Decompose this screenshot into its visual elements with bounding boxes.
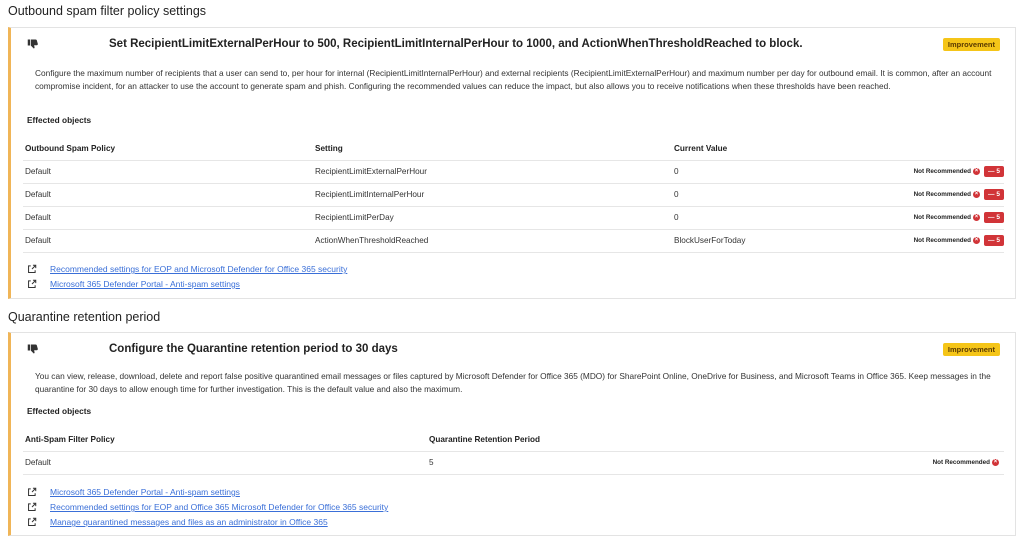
policy-cell: Default [23,160,313,183]
effected-objects-table [23,429,1004,475]
link-row [27,501,388,513]
table-row [23,229,1004,252]
x-circle-icon: × [974,237,979,243]
policy-cell: Default [23,183,313,206]
effected-objects-label: Effected objects [27,115,92,125]
table-row [23,451,1004,474]
external-link-icon [27,264,37,274]
not-recommended-label: Not Recommended [913,237,971,244]
external-link-icon [27,279,37,289]
score-value: 5 [996,191,1000,198]
improvement-badge: Improvement [943,38,1000,51]
external-link-icon [27,502,37,512]
policy-cell: Default [23,229,313,252]
policy-cell: Default [23,206,313,229]
recommendation-description: You can view, release, download, delete and report false positive quarantined email messages or files captured by Microsoft Defender for Office 365 (MDO) for SharePoint Online, OneDrive for Business, and Microsoft Teams in Office 365. Keep messages in the quarantine for 30 days to allow enough time for further investigation. This is the default value and also the maximum. [35,371,991,394]
not-recommended-label: Not Recommended [913,191,971,198]
link-row [27,516,328,528]
status-cell [872,160,1004,183]
not-recommended-label: Not Recommended [932,459,990,467]
thumbs-down-icon [27,343,39,355]
minus-icon: — [988,191,995,198]
link-row [27,263,347,275]
score-value: 5 [996,168,1000,175]
effected-objects-label: Effected objects [27,406,92,416]
table-header-row [23,429,1004,451]
value-cell: 0 [672,183,872,206]
x-circle-icon: × [974,168,979,174]
value-cell: 0 [672,206,872,229]
score-badge [984,212,1004,223]
link-row [27,278,240,290]
thumbs-down-icon [27,38,39,50]
status-cell [872,183,1004,206]
recommendation-title: Configure the Quarantine retention period to 30 days [109,343,398,355]
external-link-icon [27,487,37,497]
column-header: Current Value [672,138,872,160]
recommendation-card-quarantine [8,332,1016,536]
improvement-badge: Improvement [943,343,1000,356]
minus-icon: — [988,237,995,244]
setting-cell: RecipientLimitInternalPerHour [313,183,672,206]
x-circle-icon: × [993,459,998,466]
status-cell [872,229,1004,252]
score-badge [984,189,1004,200]
policy-cell: Default [23,451,427,474]
section-heading-outbound-spam: Outbound spam filter policy settings [8,4,207,18]
value-cell: 0 [672,160,872,183]
status-cell [872,206,1004,229]
column-header: Setting [313,138,672,160]
link-recommended-settings-eop-mdo[interactable]: Recommended settings for EOP and Office 365 Microsoft Defender for Office 365 security [50,502,389,512]
score-value: 5 [996,237,1000,244]
score-badge [984,235,1004,246]
table-row [23,183,1004,206]
link-defender-portal-antispam[interactable]: Microsoft 365 Defender Portal - Anti-spam settings [50,279,240,289]
recommendation-card-outbound-spam [8,27,1016,299]
not-recommended-label: Not Recommended [913,168,971,175]
recommendation-title: Set RecipientLimitExternalPerHour to 500, RecipientLimitInternalPerHour to 1000, and ActionWhenThresholdReached to block. [109,38,803,50]
setting-cell: RecipientLimitExternalPerHour [313,160,672,183]
x-circle-icon: × [974,191,979,197]
link-defender-portal-antispam[interactable]: Microsoft 365 Defender Portal - Anti-spam settings [50,487,240,497]
status-cell [727,451,1004,474]
column-header: Anti-Spam Filter Policy [23,429,427,451]
effected-objects-table [23,138,1004,253]
x-circle-icon: × [974,214,979,220]
minus-icon: — [988,168,995,175]
period-cell: 5 [427,451,727,474]
link-recommended-settings-eop[interactable]: Recommended settings for EOP and Microsoft Defender for Office 365 security [50,264,348,274]
setting-cell: RecipientLimitPerDay [313,206,672,229]
value-cell: BlockUserForToday [672,229,872,252]
setting-cell: ActionWhenThresholdReached [313,229,672,252]
score-badge [984,166,1004,177]
section-heading-quarantine: Quarantine retention period [8,310,161,324]
external-link-icon [27,517,37,527]
recommendation-description: Configure the maximum number of recipients that a user can send to, per hour for internal (RecipientLimitInternalPerHour) and external recipients (RecipientLimitExternalPerHour) and maximum number per day for outbound email. It is common, after an account compromise incident, for an attacker to use the account to generate spam and phish. Configuring the recommended values can reduce the impact, but also allows you to receive notifications when these thresholds have been reached. [35,68,992,91]
link-manage-quarantined-messages[interactable]: Manage quarantined messages and files as an administrator in Office 365 [50,517,328,527]
table-row [23,206,1004,229]
not-recommended-label: Not Recommended [913,214,971,221]
link-row [27,486,240,498]
score-value: 5 [996,214,1000,221]
column-header: Quarantine Retention Period [427,429,727,451]
column-header: Outbound Spam Policy [23,138,313,160]
minus-icon: — [988,214,995,221]
table-row [23,160,1004,183]
table-header-row [23,138,1004,160]
